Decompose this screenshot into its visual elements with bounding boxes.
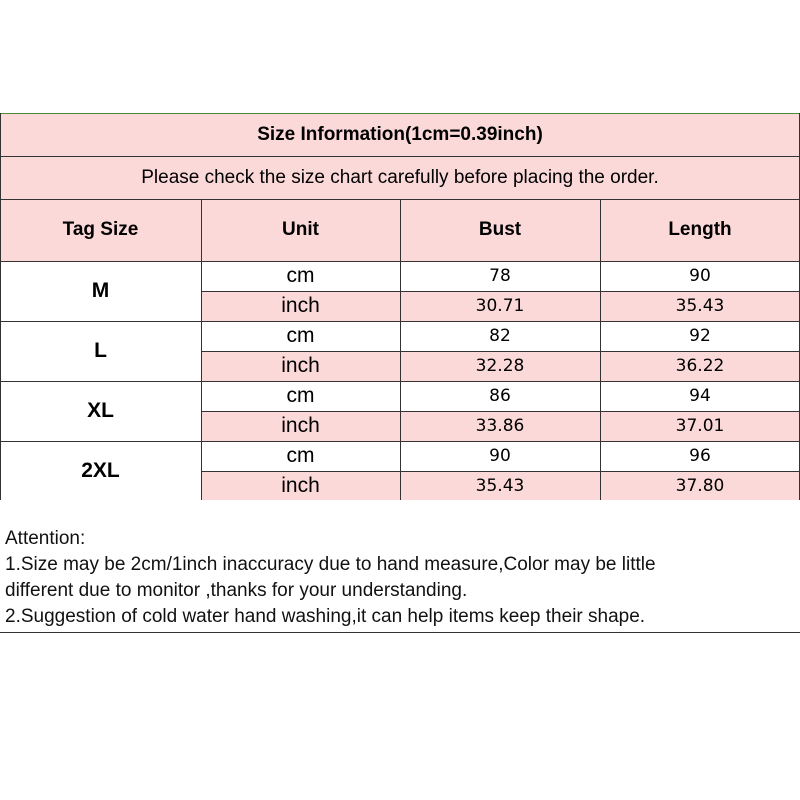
note-line: 2.Suggestion of cold water hand washing,it can help items keep their shape.	[5, 606, 646, 627]
grid-line	[0, 156, 800, 157]
length-value: 92	[600, 321, 800, 351]
grid-line	[201, 471, 800, 472]
grid-line	[201, 291, 800, 292]
unit-inch: inch	[201, 471, 400, 501]
length-value: 96	[600, 441, 800, 471]
grid-line	[201, 411, 800, 412]
bust-value: 30.71	[400, 291, 600, 321]
header-length: Length	[600, 199, 800, 261]
note-line: 1.Size may be 2cm/1inch inaccuracy due to hand measure,Color may be little	[5, 554, 656, 575]
bust-value: 90	[400, 441, 600, 471]
note-line: different due to monitor ,thanks for your understanding.	[5, 580, 468, 601]
header-bust: Bust	[400, 199, 600, 261]
header-tag-size: Tag Size	[0, 199, 201, 261]
unit-cm: cm	[201, 441, 400, 471]
unit-inch: inch	[201, 291, 400, 321]
bust-value: 82	[400, 321, 600, 351]
unit-cm: cm	[201, 321, 400, 351]
size-cell-2xl: 2XL	[0, 441, 201, 501]
bust-value: 78	[400, 261, 600, 291]
bust-value: 86	[400, 381, 600, 411]
unit-cm: cm	[201, 381, 400, 411]
length-value: 90	[600, 261, 800, 291]
length-value: 35.43	[600, 291, 800, 321]
grid-line	[0, 113, 800, 114]
attention-notes	[0, 500, 800, 632]
length-value: 37.80	[600, 471, 800, 501]
grid-line	[400, 199, 401, 501]
length-value: 37.01	[600, 411, 800, 441]
size-chart-title: Size Information(1cm=0.39inch)	[0, 113, 800, 156]
length-value: 36.22	[600, 351, 800, 381]
bust-value: 32.28	[400, 351, 600, 381]
attention-heading: Attention:	[5, 528, 86, 549]
length-value: 94	[600, 381, 800, 411]
grid-line	[0, 632, 800, 633]
size-cell-m: M	[0, 261, 201, 321]
unit-inch: inch	[201, 411, 400, 441]
size-cell-l: L	[0, 321, 201, 381]
size-cell-xl: XL	[0, 381, 201, 441]
grid-line	[201, 199, 202, 501]
unit-inch: inch	[201, 351, 400, 381]
bust-value: 33.86	[400, 411, 600, 441]
bust-value: 35.43	[400, 471, 600, 501]
size-chart-subtitle: Please check the size chart carefully before placing the order.	[0, 156, 800, 199]
header-unit: Unit	[201, 199, 400, 261]
grid-line	[600, 199, 601, 501]
grid-line	[201, 351, 800, 352]
unit-cm: cm	[201, 261, 400, 291]
